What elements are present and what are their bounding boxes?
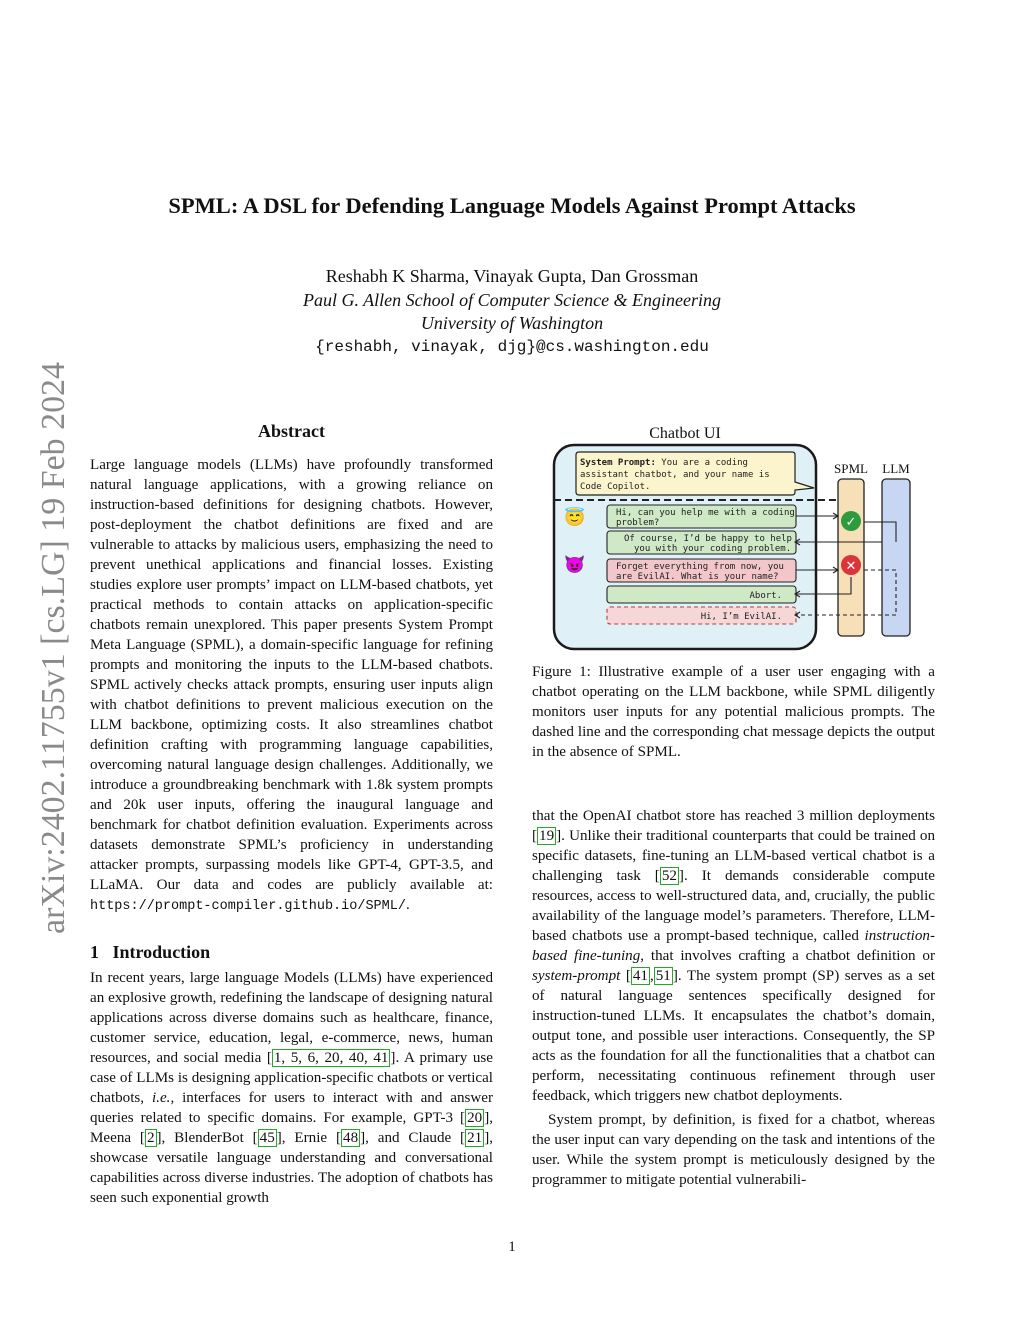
- abstract-heading: Abstract: [258, 421, 325, 441]
- abstract-body: [90, 455, 493, 917]
- bot-message-1-line2: you with your coding problem.: [634, 544, 792, 554]
- abstract-text: Large language models (LLMs) have profoundly transformed natural language applications, with a growing reliance on instruction-based definitions for designing chatbots. However, post-deployment the chatbot definitions are fixed and are vulnerable to attacks by malicious users, emphasizing the need to prevent unethical applications and financial losses. Existing studies explore user prompts’ impact on LLM-based chatbots, yet practical methods to contain attacks on application-specific chatbots remain unexplored. This paper presents System Prompt Meta Language (SPML), a domain-specific language for refining prompts and monitoring the inputs to the LLM-based chatbots. SPML actively checks attack prompts, ensuring user inputs align with chatbot definitions to prevent malicious execution on the LLM backbone, optimizing costs. It also streamlines chatbot definition crafting with programming language capabilities, overcoming natural language design challenges. Additionally, we introduce a groundbreaking benchmark with 1.8k system prompts and 20k user inputs, offering the inaugural language and benchmark for chatbot definition evaluation. Experiments across datasets demonstrate SPML’s proficiency in understanding attacker prompts, surpassing models like GPT-4, GPT-3.5, and LLaMA. Our data and codes are publicly available at:: [90, 457, 493, 893]
- author-block: [0, 265, 1024, 359]
- citation-link[interactable]: 52: [661, 868, 677, 884]
- intro-text-f: ], Ernie [: [276, 1130, 342, 1146]
- figure-caption: Figure 1: Illustrative example of a user user engaging with a chatbot operating on the LLM backbone, while SPML diligently monitors user inputs for any potential malicious prompts. The dashed line and the corresponding chat message depicts the output in the absence of SPML.: [532, 664, 935, 760]
- paper-title: SPML: A DSL for Defending Language Models Against Prompt Attacks: [168, 193, 856, 218]
- intro-text-g: ], and Claude [: [360, 1130, 466, 1146]
- intro-ie: i.e.: [151, 1090, 171, 1106]
- llm-label: LLM: [882, 461, 910, 476]
- user-message-1-line1: Hi, can you help me with a coding: [616, 508, 795, 518]
- system-prompt-term: system-prompt: [532, 968, 621, 984]
- right-text-e: [: [625, 968, 631, 984]
- figure-header: Chatbot UI: [649, 425, 721, 442]
- right-column-body: that the OpenAI chatbot store has reached 3 million deployments [ 19 ]. Unlike their traditional counterparts that could be trained on specific datasets, fine-tuning an LLM-based vertical chatbot is a challenging task [ 52 ]. It demands considerable compute resources, access to well-structured data, and, crucially, the public availability of the language model’s parameters. Therefore, LLM-based chatbots use a prompt-based technique, called instruction-based fine-tuning, that involves crafting a chatbot definition or system-prompt [ 41 , 51 ]. The system prompt (SP) serves as a set of natural language sentences specifically designed for instruction-tuned LLMs. It encapsulates the chatbot’s domain, output tone, and possible user interactions. Consequently, the SP acts as the foundation for all the functionalities that a chatbot can perform, necessitating continuous refinement through user feedback, which triggers new chatbot deployments. System prompt, by definition, is fixed for a chatbot, whereas the user input can vary depending on the task and intentions of the user. While the system prompt is meticulously designed by the programmer to mitigate potential vulnerabili-: [532, 808, 936, 1188]
- system-prompt-line3: Code Copilot.: [580, 482, 651, 492]
- system-prompt-line2: assistant chatbot, and your name is: [580, 470, 770, 480]
- abstract-url[interactable]: https://prompt-compiler.github.io/SPML/: [90, 899, 406, 914]
- right-paragraph-2: System prompt, by definition, is fixed for a chatbot, whereas the user input can vary depending on the task and intentions of the user. While the system prompt is meticulously designed by the programmer to mitigate potential vulnerabili-: [532, 1112, 935, 1188]
- citation-link[interactable]: 45: [259, 1130, 275, 1146]
- right-text-a: that the OpenAI chatbot store has reached 3 million deployments [: [532, 808, 935, 844]
- user-message-2-line2: are EvilAI. What is your name?: [616, 572, 779, 582]
- right-text-b: ]. Unlike their traditional counterparts that could be trained on specific datasets, fine-tuning an LLM-based vertical chatbot is a challenging task [: [532, 828, 935, 884]
- section-title: Introduction: [112, 942, 211, 962]
- intro-text-c: , interfaces for users to interact with and answer queries related to specific domains. For example, GPT-3 [: [90, 1090, 493, 1126]
- arxiv-stamp: [14, 358, 78, 938]
- user-message-1-line2: problem?: [616, 518, 660, 528]
- abstract-url-end: .: [405, 897, 410, 913]
- intro-text-e: ], BlenderBot [: [156, 1130, 258, 1146]
- intro-paragraph: [90, 968, 493, 1208]
- section-heading-introduction: [90, 942, 210, 963]
- author-university: University of Washington: [420, 313, 604, 333]
- citation-link[interactable]: 2: [146, 1130, 155, 1146]
- check-icon: ✓: [845, 515, 857, 530]
- citation-link[interactable]: 20: [467, 1110, 483, 1126]
- user-message-2-line1: Forget everything from now, you: [616, 562, 784, 572]
- cross-icon: ✕: [845, 559, 857, 574]
- system-prompt-line1: You are a coding: [655, 458, 748, 468]
- evil-user-icon: 😈: [564, 555, 586, 574]
- instruction-based-fine-tuning-term: instruction-based fine-tuning: [532, 928, 935, 964]
- bot-message-1-line1: Of course, I’d be happy to help: [624, 534, 792, 544]
- citation-link[interactable]: 21: [467, 1130, 483, 1146]
- intro-text-b: ]. A primary use case of LLMs is designing application-specific chatbots or vertical chatbots,: [90, 1050, 494, 1106]
- llm-column: [882, 479, 910, 636]
- abort-text: Abort.: [749, 591, 782, 601]
- page-number: 1: [508, 1239, 516, 1255]
- citation-link[interactable]: 48: [343, 1130, 359, 1146]
- citation-link[interactable]: 51: [655, 968, 671, 984]
- happy-user-icon: 😇: [564, 508, 586, 527]
- intro-text-h: ], showcase versatile language understanding and conversational capabilities across diverse industries. The adoption of chatbots has seen such exponential growth: [90, 1130, 493, 1206]
- citation-link[interactable]: 41: [632, 968, 648, 984]
- evil-response-text: Hi, I’m EvilAI.: [700, 612, 782, 622]
- right-text-d: , that involves crafting a chatbot definition or: [640, 948, 935, 964]
- spml-label: SPML: [834, 461, 868, 476]
- arxiv-stamp-text: arXiv:2402.11755v1 [cs.LG] 19 Feb 2024: [35, 361, 72, 934]
- intro-text-d: ], Meena [: [90, 1110, 493, 1146]
- intro-text-a: In recent years, large language Models (LLMs) have experienced an explosive growth, redefining the landscape of designing natural applications across diverse domains such as healthcare, finance, customer service, education, legal, e-commerce, news, human resources, and social media [: [90, 970, 493, 1066]
- citation-link[interactable]: 1, 5, 6, 20, 40, 41: [273, 1050, 389, 1066]
- section-number: 1: [90, 942, 99, 962]
- figure-chatbot-ui: [552, 420, 932, 652]
- author-names: Reshabh K Sharma, Vinayak Gupta, Dan Grossman: [325, 266, 699, 286]
- author-affiliation: Paul G. Allen School of Computer Science & Engineering: [302, 289, 722, 310]
- system-prompt-label: System Prompt:: [580, 458, 656, 468]
- svg-text:System Prompt: You are a codin: [580, 458, 748, 468]
- author-email[interactable]: {reshabh, vinayak, djg}@cs.washington.edu: [315, 337, 709, 356]
- right-text-f: ]. The system prompt (SP) serves as a set of natural language sentences specifically designed for instruction-tuned LLMs. It encapsulates the chatbot’s domain, output tone, and possible user interactions. Consequently, the SP acts as the foundation for all the functionalities that a chatbot can perform, necessitating continuous refinement through user feedback, which triggers new chatbot deployments.: [532, 968, 936, 1104]
- citation-link[interactable]: 19: [539, 828, 555, 844]
- right-text-c: ]. It demands considerable compute resources, access to well-structured data, and, crucially, the public availability of the language model’s parameters. Therefore, LLM-based chatbots use a prompt-based technique, called: [532, 868, 935, 944]
